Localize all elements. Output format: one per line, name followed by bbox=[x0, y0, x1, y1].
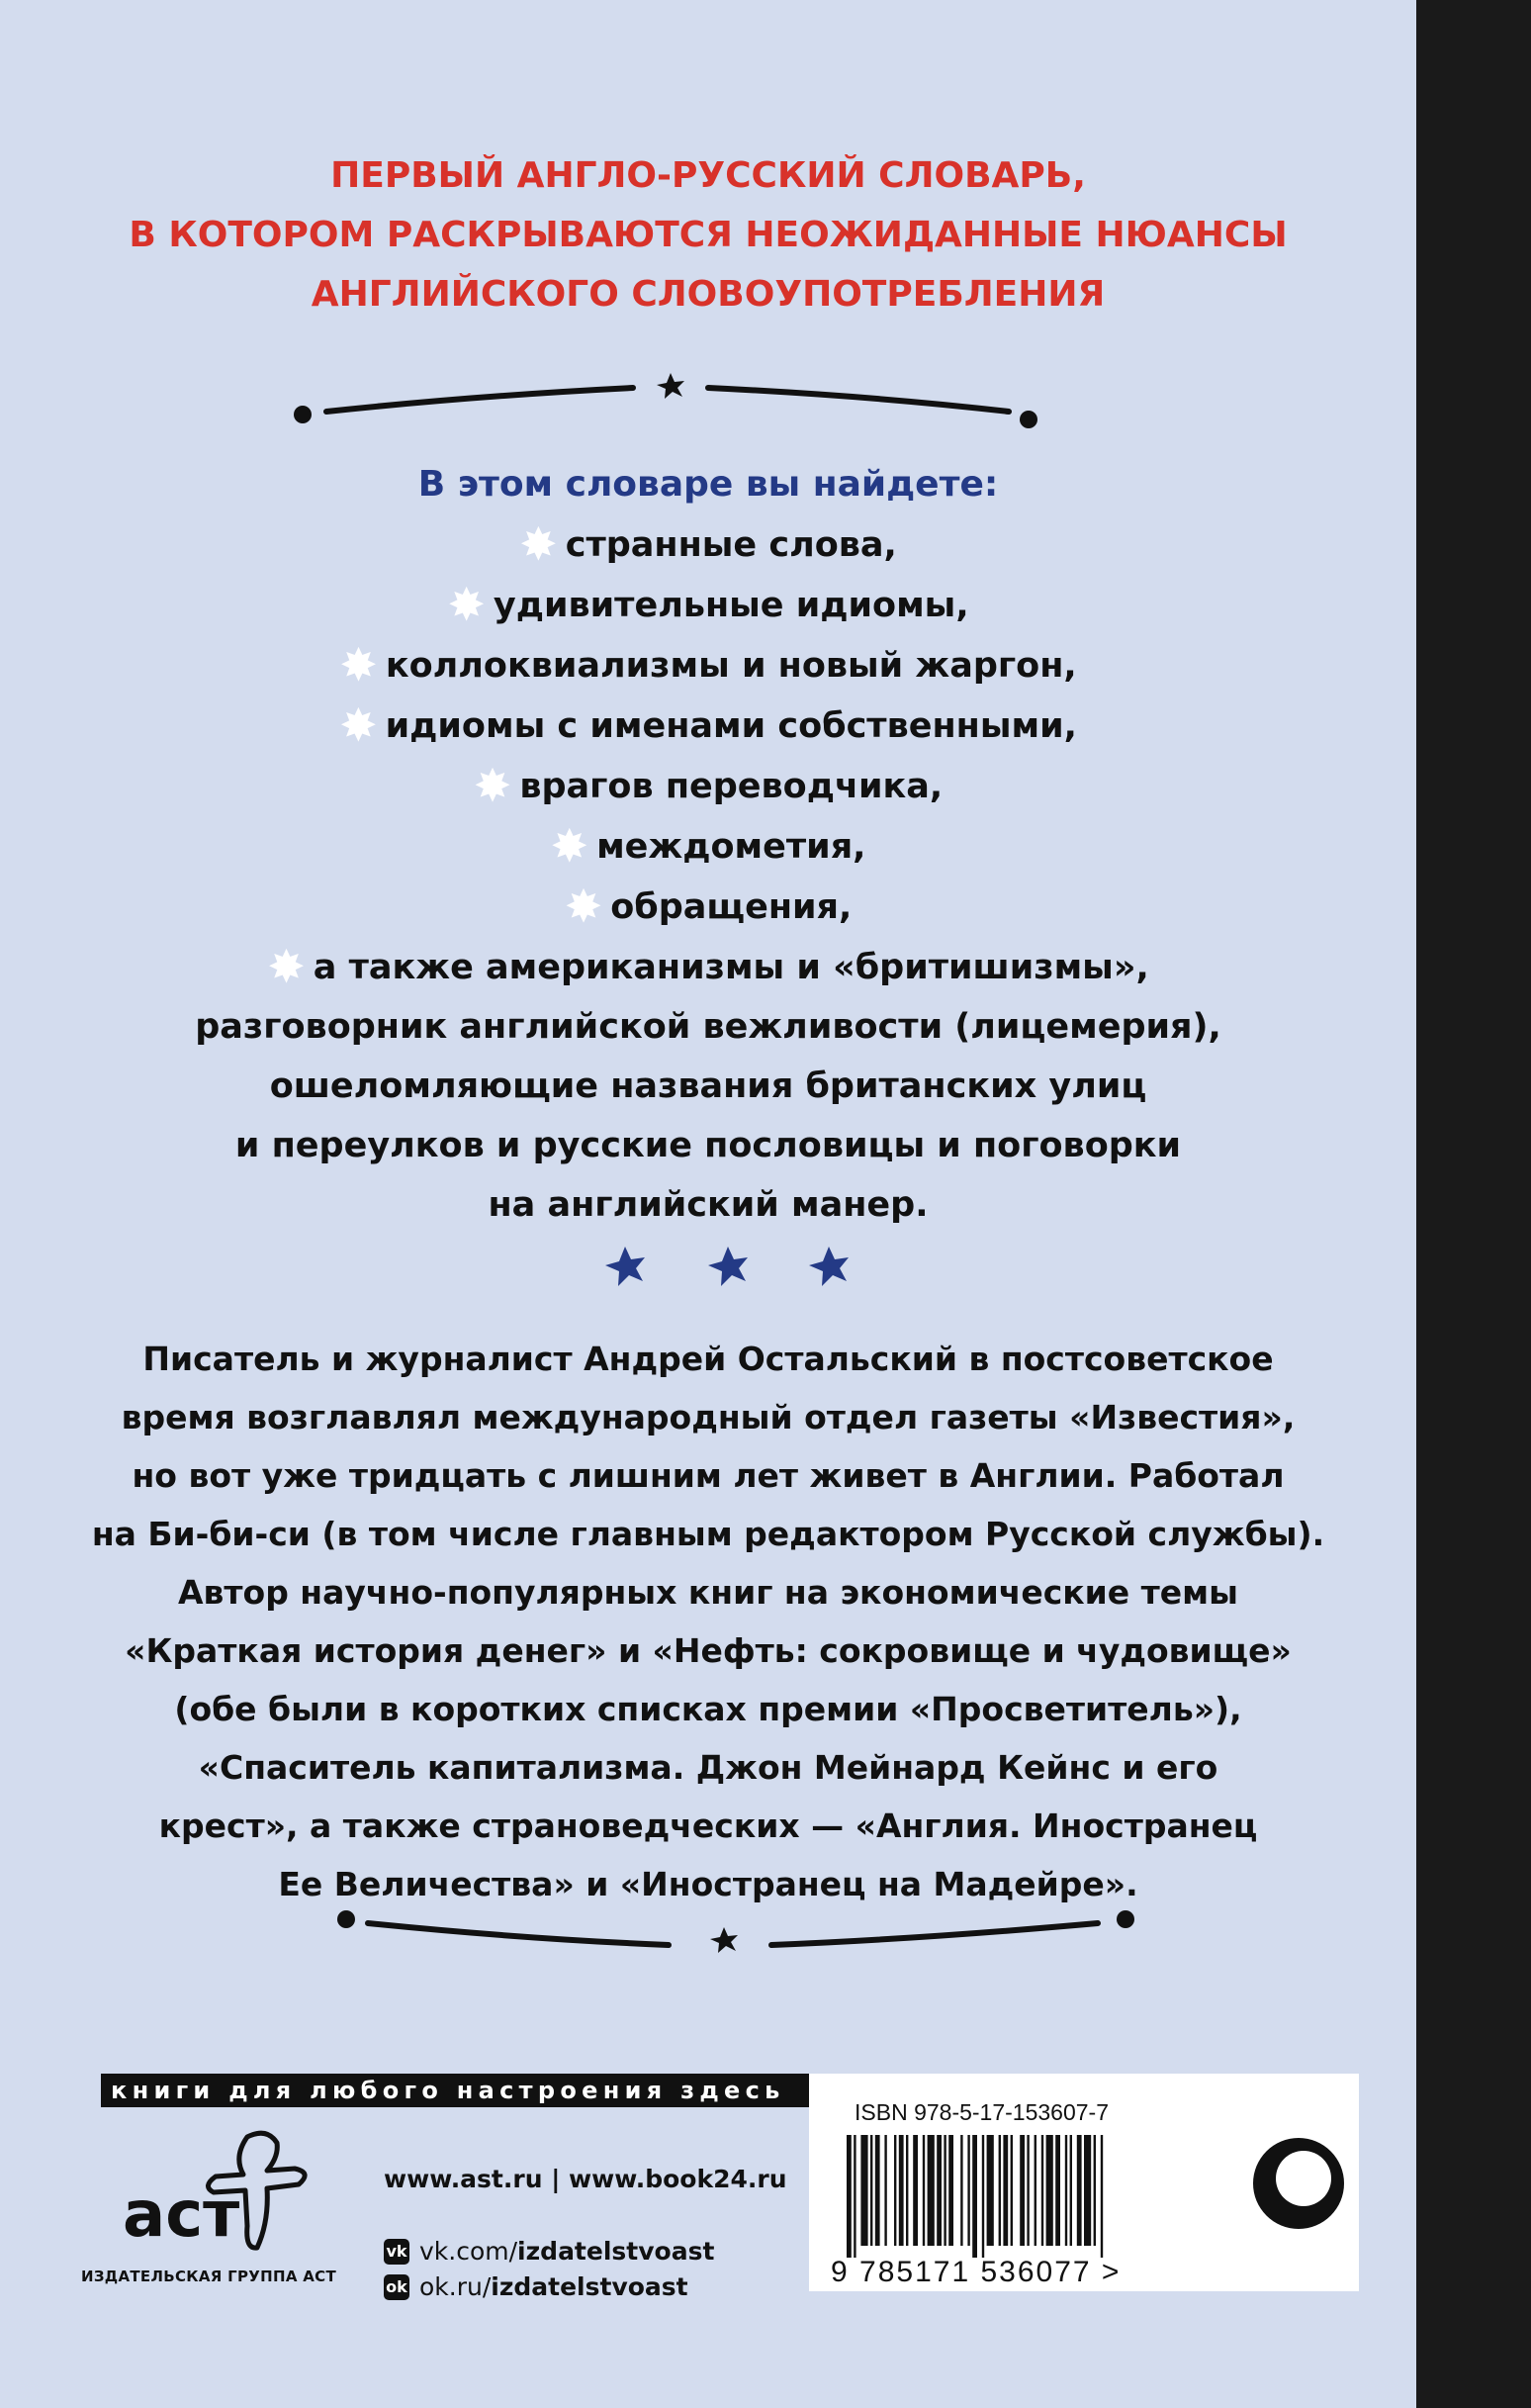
barcode-bar bbox=[1011, 2135, 1013, 2246]
website-links: www.ast.ru | www.book24.ru bbox=[384, 2165, 787, 2193]
list-item: ✸ междометия, bbox=[0, 816, 1416, 877]
ok-icon: ok bbox=[384, 2274, 409, 2300]
bio-line: крест», а также страноведческих — «Англия. Иностранец bbox=[158, 1806, 1258, 1845]
barcode-bar bbox=[923, 2135, 925, 2246]
list-item: и переулков и русские пословицы и поговорки bbox=[234, 1126, 1182, 1165]
book-spine bbox=[1416, 0, 1531, 2408]
barcode-bar bbox=[894, 2135, 896, 2246]
bio-line: на Би-би-си (в том числе главным редактором Русской службы). bbox=[91, 1515, 1325, 1553]
barcode-bar bbox=[1035, 2135, 1036, 2246]
list-item: ✸ обращения, bbox=[0, 877, 1416, 937]
barcode-bar bbox=[1003, 2135, 1008, 2246]
star-icon: ✸ bbox=[473, 759, 512, 812]
barcode-bar bbox=[875, 2135, 880, 2246]
barcode-bar bbox=[944, 2135, 946, 2246]
star-icon bbox=[710, 1927, 738, 1953]
barcode-bar bbox=[1070, 2135, 1072, 2246]
svg-text:аст: аст bbox=[123, 2178, 240, 2252]
bio-line: (обе были в коротких списках премии «Просветитель»), bbox=[174, 1690, 1242, 1728]
bio-line: но вот уже тридцать с лишним лет живет в Англии. Работал bbox=[132, 1456, 1285, 1495]
star-icon: ✸ bbox=[564, 880, 603, 933]
ornament-divider-top bbox=[0, 370, 1416, 459]
star-icon: ✸ bbox=[339, 698, 378, 752]
list-item: разговорник английской вежливости (лицемерия), bbox=[195, 1007, 1221, 1047]
list-item: ✸ удивительные идиомы, bbox=[0, 575, 1416, 635]
barcode-bar bbox=[948, 2135, 953, 2246]
star-icon bbox=[809, 1247, 849, 1286]
bio-line: «Краткая история денег» и «Нефть: сокровище и чудовище» bbox=[125, 1631, 1292, 1670]
star-icon bbox=[708, 1247, 748, 1286]
barcode-bar bbox=[860, 2135, 867, 2246]
barcode-bar bbox=[1084, 2135, 1091, 2246]
social-links bbox=[384, 2234, 714, 2305]
star-icon: ✸ bbox=[519, 517, 558, 571]
list-item: на английский манер. bbox=[488, 1185, 929, 1225]
barcode-bar bbox=[906, 2135, 908, 2246]
three-stars-ornament bbox=[0, 1239, 1416, 1298]
barcode-bar bbox=[960, 2135, 962, 2246]
barcode-bar bbox=[1020, 2135, 1025, 2246]
list-item: ✸ врагов переводчика, bbox=[0, 756, 1416, 816]
feature-list bbox=[0, 514, 1416, 1235]
barcode-bar bbox=[1046, 2135, 1053, 2246]
barcode-bar bbox=[1027, 2135, 1029, 2246]
list-item: ✸ а также американизмы и «бритишизмы», bbox=[0, 937, 1416, 997]
publisher-name: ИЗДАТЕЛЬСКАЯ ГРУППА АСТ bbox=[81, 2268, 337, 2285]
bio-line: Автор научно-популярных книг на экономические темы bbox=[177, 1573, 1239, 1612]
barcode-bar bbox=[967, 2135, 969, 2246]
headline-line: ПЕРВЫЙ АНГЛО-РУССКИЙ СЛОВАРЬ, bbox=[330, 155, 1086, 196]
barcode-bar bbox=[1041, 2135, 1043, 2246]
barcode-bar bbox=[1077, 2135, 1082, 2246]
bio-line: Ее Величества» и «Иностранец на Мадейре». bbox=[278, 1865, 1138, 1903]
vk-icon: vk bbox=[384, 2239, 409, 2265]
bio-line: Писатель и журналист Андрей Остальский в постсоветское bbox=[142, 1340, 1274, 1378]
ast-logo bbox=[119, 2127, 316, 2256]
list-item: ✸ странные слова, bbox=[0, 514, 1416, 575]
barcode-bar bbox=[847, 2135, 852, 2258]
star-icon: ✸ bbox=[550, 819, 589, 873]
ring-logo-icon bbox=[1244, 2129, 1353, 2238]
barcode-bar bbox=[1101, 2135, 1103, 2258]
star-icon bbox=[657, 373, 684, 399]
star-icon: ✸ bbox=[267, 940, 306, 993]
ornament-divider-bottom bbox=[0, 1899, 1416, 1989]
barcode-bar bbox=[870, 2135, 872, 2246]
barcode-bar bbox=[1065, 2135, 1067, 2246]
headline bbox=[0, 146, 1416, 324]
barcode-bar bbox=[987, 2135, 994, 2246]
vk-link: vk vk.com/izdatelstvoast bbox=[384, 2234, 714, 2269]
barcode-bar bbox=[884, 2135, 886, 2246]
barcode-bar bbox=[972, 2135, 977, 2258]
author-bio bbox=[0, 1330, 1416, 1913]
intro-heading: В этом словаре вы найдете: bbox=[417, 464, 999, 505]
star-icon: ✸ bbox=[447, 578, 486, 631]
headline-line: АНГЛИЙСКОГО СЛОВОУПОТРЕБЛЕНИЯ bbox=[311, 274, 1106, 315]
barcode bbox=[829, 2131, 1244, 2258]
bio-line: время возглавлял международный отдел газеты «Известия», bbox=[121, 1398, 1296, 1436]
slogan-banner: книги для любого настроения здесь bbox=[101, 2074, 813, 2107]
barcode-bar bbox=[937, 2135, 942, 2246]
barcode-bar bbox=[982, 2135, 984, 2258]
star-icon bbox=[605, 1247, 645, 1286]
list-item: ошеломляющие названия британских улиц bbox=[269, 1066, 1147, 1106]
list-item: ✸ коллоквиализмы и новый жаргон, bbox=[0, 635, 1416, 695]
headline-line: В КОТОРОМ РАСКРЫВАЮТСЯ НЕОЖИДАННЫЕ НЮАНСЫ bbox=[129, 215, 1288, 255]
star-icon: ✸ bbox=[339, 638, 378, 692]
list-item: ✸ идиомы с именами собственными, bbox=[0, 695, 1416, 756]
ok-link: ok ok.ru/izdatelstvoast bbox=[384, 2269, 714, 2305]
isbn-number: ISBN 978-5-17-153607-7 bbox=[855, 2099, 1109, 2125]
barcode-bar bbox=[1094, 2135, 1096, 2246]
barcode-digits: 9 785171 536077 > bbox=[831, 2256, 1122, 2288]
barcode-bar bbox=[913, 2135, 918, 2246]
barcode-bar bbox=[1055, 2135, 1060, 2246]
barcode-bar bbox=[999, 2135, 1001, 2246]
isbn-box bbox=[809, 2074, 1359, 2291]
barcode-bar bbox=[928, 2135, 935, 2246]
barcode-bar bbox=[899, 2135, 904, 2246]
barcode-bar bbox=[854, 2135, 856, 2258]
bio-line: «Спаситель капитализма. Джон Мейнард Кейнс и его bbox=[198, 1748, 1218, 1787]
